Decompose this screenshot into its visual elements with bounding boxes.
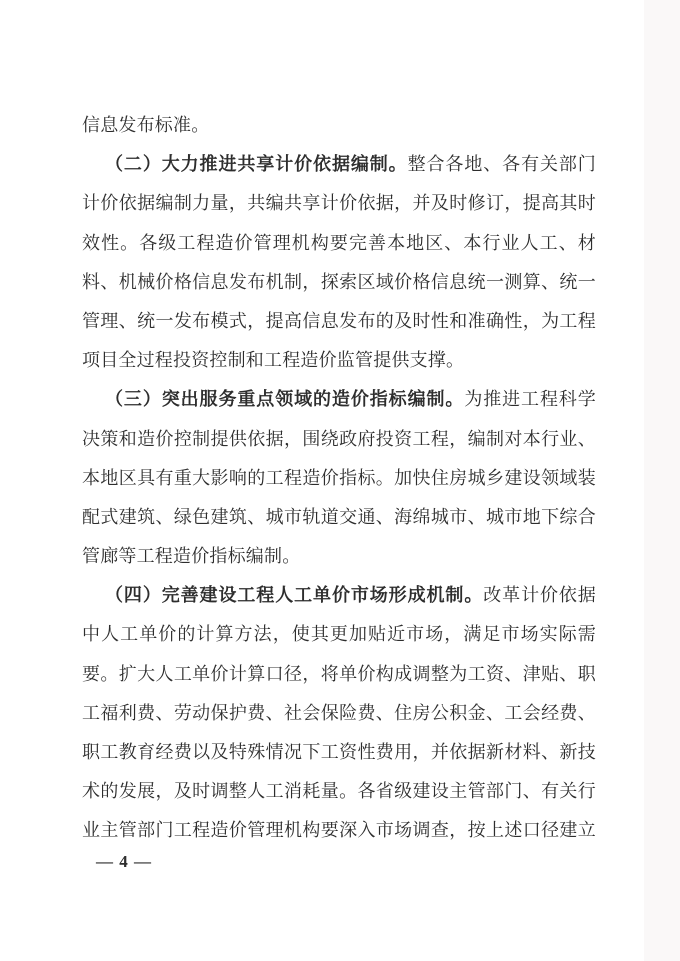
text-line: 业主管部门工程造价管理机构要深入市场调查，按上述口径建立 bbox=[82, 820, 596, 841]
text-line: 工福利费、劳动保护费、社会保险费、住房公积金、工会经费、 bbox=[82, 702, 596, 723]
text-line: 管理、统一发布模式，提高信息发布的及时性和准确性，为工程 bbox=[82, 310, 596, 331]
text-line: 料、机械价格信息发布机制，探索区域价格信息统一测算、统一 bbox=[82, 271, 596, 292]
text-line: 要。扩大人工单价计算口径，将单价构成调整为工资、津贴、职 bbox=[82, 663, 596, 684]
page-edge-shadow bbox=[644, 0, 680, 961]
text-line: 项目全过程投资控制和工程造价监管提供支撑。 bbox=[82, 350, 465, 371]
text-line: 管廊等工程造价指标编制。 bbox=[82, 546, 301, 567]
page-number: — 4 — bbox=[96, 852, 152, 871]
text-line: 中人工单价的计算方法，使其更加贴近市场，满足市场实际需 bbox=[82, 624, 596, 645]
paragraph-heading: （三）突出服务重点领域的造价指标编制。 bbox=[105, 389, 465, 410]
paragraph-heading: （二）大力推进共享计价依据编制。 bbox=[105, 154, 408, 175]
document-body bbox=[82, 106, 596, 851]
text-line: 计价依据编制力量，共编共享计价依据，并及时修订，提高其时 bbox=[82, 193, 596, 214]
text-line: （四）完善建设工程人工单价市场形成机制。改革计价依据 bbox=[105, 585, 597, 606]
text-line: 本地区具有重大影响的工程造价指标。加快住房城乡建设领域装 bbox=[82, 467, 596, 488]
text-line: 信息发布标准。 bbox=[82, 115, 210, 135]
text-line: 决策和造价控制提供依据，围绕政府投资工程，编制对本行业、 bbox=[82, 428, 596, 449]
text-line: 术的发展，及时调整人工消耗量。各省级建设主管部门、有关行 bbox=[82, 781, 596, 802]
text-line: 配式建筑、绿色建筑、城市轨道交通、海绵城市、城市地下综合 bbox=[82, 506, 596, 527]
text-line: 职工教育经费以及特殊情况下工资性费用，并依据新材料、新技 bbox=[82, 742, 596, 762]
paragraph-heading: （四）完善建设工程人工单价市场形成机制。 bbox=[105, 585, 484, 606]
text-line: 效性。各级工程造价管理机构要完善本地区、本行业人工、材 bbox=[82, 232, 596, 253]
text-line: （三）突出服务重点领域的造价指标编制。为推进工程科学 bbox=[105, 389, 596, 410]
text-line: （二）大力推进共享计价依据编制。整合各地、各有关部门 bbox=[105, 154, 596, 175]
